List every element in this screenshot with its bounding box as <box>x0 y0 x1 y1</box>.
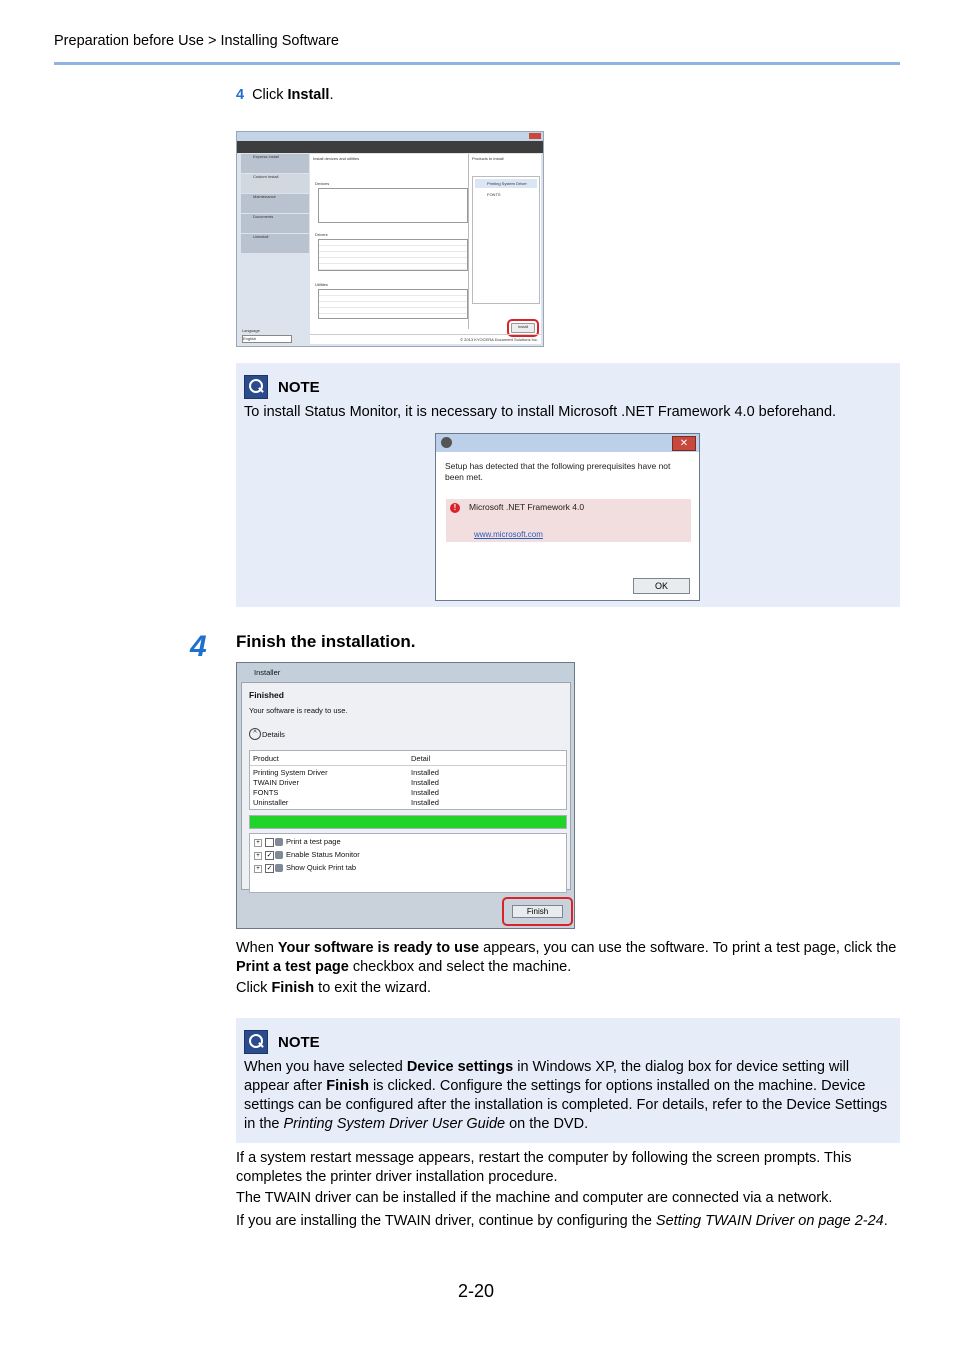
breadcrumb: Preparation before Use > Installing Software <box>54 33 339 49</box>
microsoft-link[interactable]: www.microsoft.com <box>474 530 543 539</box>
row-detail: Installed <box>411 788 439 797</box>
option-checkbox[interactable]: ✓ <box>266 865 273 872</box>
sidebar-item[interactable]: Uninstall <box>241 234 309 253</box>
devices-label: Devices <box>315 181 330 186</box>
text: When <box>236 940 278 956</box>
option-checkbox[interactable]: ✓ <box>266 852 273 859</box>
installer-titlebar <box>237 663 574 681</box>
text: checkbox and select the machine. <box>348 959 572 975</box>
text: appears, you can use the software. To print a test page, click the <box>479 940 897 956</box>
installer-content <box>241 682 571 890</box>
row-product: TWAIN Driver <box>253 778 299 787</box>
finish-highlight <box>502 897 573 926</box>
expand-icon[interactable]: + <box>254 839 262 847</box>
progress-bar <box>249 815 567 829</box>
note-header <box>244 1030 320 1054</box>
dialog-message: Setup has detected that the following prerequisites have not been met. <box>445 461 671 482</box>
text: Click <box>236 980 272 996</box>
step-title: Finish the installation. <box>236 632 416 651</box>
details-toggle[interactable]: Details <box>262 730 285 739</box>
window-titlebar <box>237 132 543 141</box>
table-row <box>250 778 566 788</box>
row-product: FONTS <box>253 788 279 797</box>
products-list <box>472 176 540 304</box>
finish-button[interactable]: Finish <box>512 905 563 918</box>
option-row <box>250 862 566 875</box>
product-table <box>249 750 567 810</box>
text: is clicked. Configure the settings for options installed on the machine. Device settings can be configured after the installation is completed. For details, refer to the Device Settings in the <box>244 1078 888 1132</box>
paragraph-twain-setting <box>236 1212 900 1231</box>
error-icon: ! <box>450 503 460 513</box>
note-icon <box>244 375 268 399</box>
language-label: Language <box>242 328 260 333</box>
option-row <box>250 836 566 849</box>
paragraph-twain-network: The TWAIN driver can be installed if the machine and computer are connected via a network. <box>236 1190 833 1206</box>
expand-icon[interactable]: + <box>254 852 262 860</box>
progress-fill <box>250 816 566 828</box>
note-box <box>236 1018 900 1143</box>
table-row <box>250 788 566 798</box>
table-body <box>250 768 566 808</box>
text: to exit the wizard. <box>314 980 432 996</box>
text-bold: Finish <box>326 1078 369 1094</box>
text-bold: Print a test page <box>236 959 349 975</box>
note-header <box>244 375 320 399</box>
substep-text-suffix: . <box>329 87 334 103</box>
gear-icon <box>275 864 283 872</box>
note-text <box>244 1058 894 1134</box>
close-button[interactable]: ✕ <box>672 436 696 451</box>
expand-icon[interactable]: + <box>254 865 262 873</box>
step-number: 4 <box>190 630 207 663</box>
column-product: Product <box>253 754 279 763</box>
product-library-screenshot <box>236 131 544 347</box>
installer-title: Installer <box>254 668 281 677</box>
note-title: NOTE <box>278 378 320 396</box>
paragraph-restart: If a system restart message appears, restart the computer by following the screen prompts. This completes the printer driver installation procedure. <box>236 1150 852 1185</box>
column-detail: Detail <box>411 754 431 763</box>
panel-divider <box>468 154 469 329</box>
sidebar-item[interactable]: Documents <box>241 214 309 233</box>
products-title: Products to install <box>472 156 504 161</box>
substep-text-bold: Install <box>287 87 330 103</box>
installer-subtitle: Your software is ready to use. <box>249 706 348 715</box>
cross-reference-link[interactable]: Setting TWAIN Driver on page 2-24 <box>655 1213 884 1229</box>
sidebar <box>241 154 309 254</box>
table-row <box>250 798 566 808</box>
main-title: Install devices and utilities <box>313 156 360 161</box>
substep <box>236 87 333 103</box>
copyright: © 2013 KYOCERA Document Solutions Inc. <box>460 337 538 342</box>
utilities-label: Utilities <box>315 282 328 287</box>
option-row <box>250 849 566 862</box>
row-detail: Installed <box>411 798 439 807</box>
note-icon <box>244 1030 268 1054</box>
row-product: Uninstaller <box>253 798 289 807</box>
text-italic: Printing System Driver User Guide <box>283 1116 506 1132</box>
text: in Windows XP, the dialog box for device setting will appear after <box>244 1059 850 1094</box>
option-checkbox[interactable] <box>265 838 274 847</box>
text: If you are installing the TWAIN driver, continue by configuring the <box>236 1213 656 1229</box>
window-banner <box>237 141 543 153</box>
footer-divider <box>310 334 541 335</box>
main-panel <box>310 154 541 344</box>
text: When you have selected <box>244 1059 407 1075</box>
devices-list <box>318 188 468 223</box>
language-select[interactable]: English <box>242 335 292 343</box>
row-detail: Installed <box>411 778 439 787</box>
option-label: Print a test page <box>286 837 341 846</box>
chevron-up-icon[interactable]: ^ <box>249 728 261 740</box>
text: . <box>883 1213 888 1229</box>
options-list <box>249 833 567 893</box>
close-icon <box>529 133 541 139</box>
row-detail: Installed <box>411 768 439 777</box>
product-item[interactable]: FONTS <box>487 192 501 197</box>
header-divider <box>54 62 900 65</box>
note-box <box>236 363 900 607</box>
app-icon <box>441 437 452 448</box>
table-row <box>250 768 566 778</box>
gear-icon <box>275 851 283 859</box>
sidebar-item[interactable]: Maintenance <box>241 194 309 213</box>
page-number: 2-20 <box>458 1281 495 1301</box>
text-bold: Device settings <box>406 1059 514 1075</box>
substep-text-prefix: Click <box>252 87 288 103</box>
text: on the DVD. <box>505 1116 589 1132</box>
drivers-table <box>318 239 468 271</box>
text-bold: Finish <box>271 980 315 996</box>
drivers-label: Drivers <box>315 232 328 237</box>
paragraph-ready <box>236 939 900 977</box>
option-label: Show Quick Print tab <box>286 863 357 872</box>
installer-heading: Finished <box>249 690 284 700</box>
sidebar-item[interactable]: Custom Install <box>241 174 309 193</box>
table-header-divider <box>250 765 566 766</box>
prerequisite-name: Microsoft .NET Framework 4.0 <box>469 502 585 512</box>
note-text: To install Status Monitor, it is necessary to install Microsoft .NET Framework 4.0 beforehand. <box>244 404 837 420</box>
ok-button[interactable]: OK <box>633 578 690 594</box>
prerequisite-item <box>446 499 691 542</box>
text-bold: Your software is ready to use <box>277 940 480 956</box>
dialog-titlebar <box>436 434 699 452</box>
paragraph-finish <box>236 979 900 998</box>
sidebar-item[interactable]: Express Install <box>241 154 309 173</box>
option-label: Enable Status Monitor <box>286 850 360 859</box>
installer-window <box>236 662 575 929</box>
gear-icon <box>275 838 283 846</box>
row-product: Printing System Driver <box>253 768 328 777</box>
utilities-table <box>318 289 468 319</box>
install-button[interactable]: Install <box>511 323 535 333</box>
prerequisite-dialog <box>435 433 700 601</box>
substep-number: 4 <box>236 87 245 103</box>
note-title: NOTE <box>278 1033 320 1051</box>
product-item[interactable]: Printing System Driver <box>475 179 537 188</box>
